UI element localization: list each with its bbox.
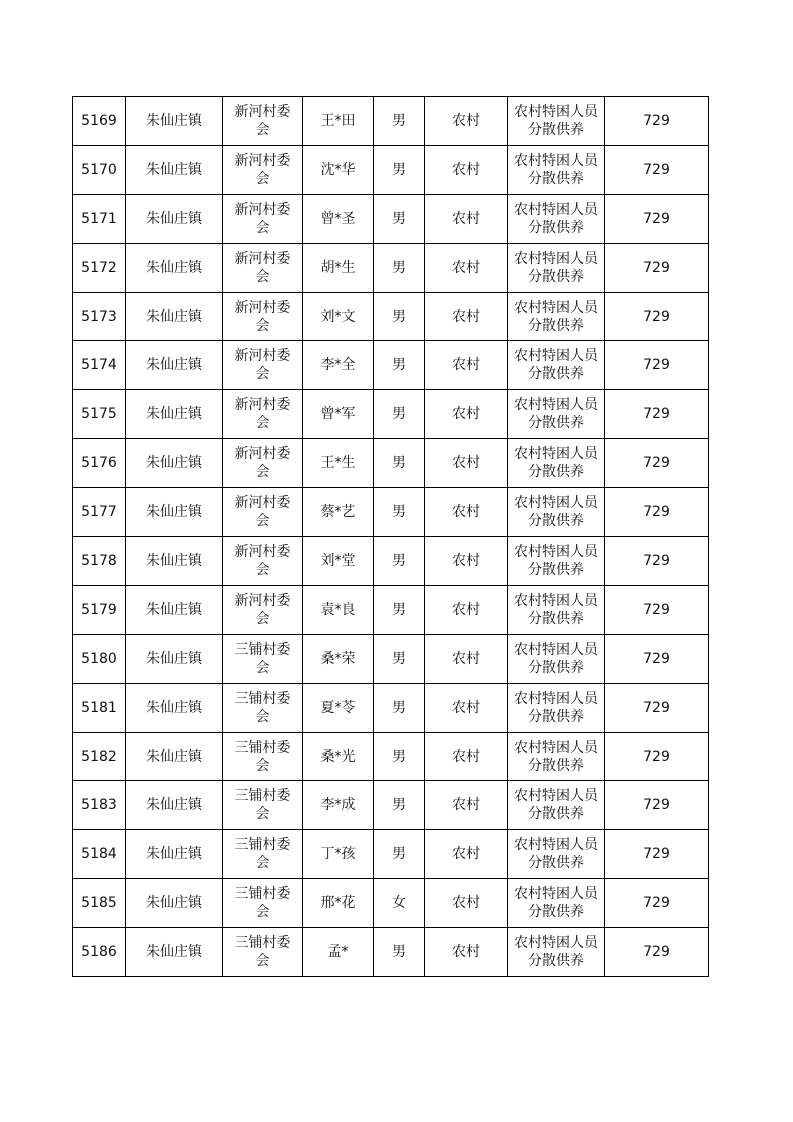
- residence-type-cell: 农村: [425, 830, 508, 879]
- table-row: [73, 145, 709, 194]
- amount-cell: 729: [605, 390, 709, 439]
- gender-cell: 男: [374, 537, 425, 586]
- record-number-cell: 5186: [73, 928, 126, 977]
- support-category-cell: [508, 830, 605, 879]
- town-cell: 朱仙庄镇: [126, 928, 223, 977]
- person-name-cell: 王*田: [303, 97, 374, 146]
- residence-type-cell: 农村: [425, 488, 508, 537]
- support-category-line: 分散供养: [528, 317, 584, 334]
- support-category-line: 分散供养: [528, 659, 584, 676]
- amount-cell: 729: [605, 194, 709, 243]
- table-row: [73, 634, 709, 683]
- amount-cell: 729: [605, 879, 709, 928]
- village-committee-line: 会: [255, 659, 270, 676]
- table-row: [73, 537, 709, 586]
- support-category-cell: [508, 585, 605, 634]
- support-category-line: 农村特困人员: [514, 446, 598, 463]
- town-cell: 朱仙庄镇: [126, 537, 223, 586]
- support-category-cell: [508, 732, 605, 781]
- person-name-cell: 桑*光: [303, 732, 374, 781]
- village-committee-line: 会: [255, 219, 270, 236]
- village-committee-line: 会: [255, 610, 270, 627]
- town-cell: 朱仙庄镇: [126, 194, 223, 243]
- gender-cell: 男: [374, 928, 425, 977]
- village-committee-line: 新河村委: [234, 397, 291, 414]
- person-name-cell: 曾*圣: [303, 194, 374, 243]
- record-number-cell: 5183: [73, 781, 126, 830]
- village-committee-line: 会: [255, 415, 270, 432]
- support-category-line: 农村特困人员: [514, 935, 598, 952]
- gender-cell: 男: [374, 145, 425, 194]
- record-number-cell: 5181: [73, 683, 126, 732]
- village-committee-line: 会: [255, 366, 270, 383]
- support-category-cell: [508, 390, 605, 439]
- person-name-cell: 刘*文: [303, 292, 374, 341]
- record-number-cell: 5174: [73, 341, 126, 390]
- support-category-cell: [508, 488, 605, 537]
- support-category-line: 分散供养: [528, 904, 584, 921]
- town-cell: 朱仙庄镇: [126, 585, 223, 634]
- village-committee-line: 三铺村委: [234, 837, 291, 854]
- town-cell: 朱仙庄镇: [126, 292, 223, 341]
- gender-cell: 男: [374, 390, 425, 439]
- support-category-line: 农村特困人员: [514, 690, 598, 707]
- gender-cell: 男: [374, 341, 425, 390]
- village-committee-cell: [223, 928, 303, 977]
- amount-cell: 729: [605, 634, 709, 683]
- village-committee-line: 会: [255, 317, 270, 334]
- support-category-line: 分散供养: [528, 268, 584, 285]
- village-committee-line: 三铺村委: [234, 641, 291, 658]
- village-committee-line: 会: [255, 855, 270, 872]
- person-name-cell: 夏*苓: [303, 683, 374, 732]
- village-committee-line: 会: [255, 561, 270, 578]
- support-category-line: 农村特困人员: [514, 543, 598, 560]
- person-name-cell: 胡*生: [303, 243, 374, 292]
- record-number-cell: 5176: [73, 439, 126, 488]
- person-name-cell: 孟*: [303, 928, 374, 977]
- gender-cell: 男: [374, 830, 425, 879]
- table-row: [73, 781, 709, 830]
- village-committee-cell: [223, 292, 303, 341]
- person-name-cell: 李*成: [303, 781, 374, 830]
- support-category-cell: [508, 341, 605, 390]
- village-committee-cell: [223, 439, 303, 488]
- amount-cell: 729: [605, 292, 709, 341]
- support-category-line: 农村特困人员: [514, 886, 598, 903]
- support-category-line: 农村特困人员: [514, 397, 598, 414]
- support-category-line: 农村特困人员: [514, 299, 598, 316]
- town-cell: 朱仙庄镇: [126, 634, 223, 683]
- gender-cell: 男: [374, 243, 425, 292]
- support-category-cell: [508, 243, 605, 292]
- amount-cell: 729: [605, 830, 709, 879]
- support-category-line: 农村特困人员: [514, 103, 598, 120]
- support-category-line: 农村特困人员: [514, 592, 598, 609]
- amount-cell: 729: [605, 683, 709, 732]
- table-row: [73, 243, 709, 292]
- support-category-line: 分散供养: [528, 366, 584, 383]
- gender-cell: 男: [374, 683, 425, 732]
- residence-type-cell: 农村: [425, 243, 508, 292]
- person-name-cell: 丁*孩: [303, 830, 374, 879]
- support-category-cell: [508, 683, 605, 732]
- village-committee-line: 三铺村委: [234, 788, 291, 805]
- village-committee-line: 会: [255, 953, 270, 970]
- village-committee-cell: [223, 97, 303, 146]
- village-committee-line: 会: [255, 121, 270, 138]
- record-number-cell: 5182: [73, 732, 126, 781]
- table-row: [73, 830, 709, 879]
- table-row: [73, 488, 709, 537]
- amount-cell: 729: [605, 537, 709, 586]
- record-number-cell: 5169: [73, 97, 126, 146]
- village-committee-line: 新河村委: [234, 543, 291, 560]
- amount-cell: 729: [605, 781, 709, 830]
- town-cell: 朱仙庄镇: [126, 683, 223, 732]
- support-category-line: 分散供养: [528, 953, 584, 970]
- support-category-cell: [508, 194, 605, 243]
- support-category-cell: [508, 145, 605, 194]
- residence-type-cell: 农村: [425, 879, 508, 928]
- table-row: [73, 194, 709, 243]
- support-category-cell: [508, 781, 605, 830]
- town-cell: 朱仙庄镇: [126, 781, 223, 830]
- village-committee-line: 新河村委: [234, 495, 291, 512]
- village-committee-cell: [223, 488, 303, 537]
- town-cell: 朱仙庄镇: [126, 439, 223, 488]
- person-name-cell: 王*生: [303, 439, 374, 488]
- table-row: [73, 585, 709, 634]
- village-committee-cell: [223, 341, 303, 390]
- amount-cell: 729: [605, 439, 709, 488]
- support-category-line: 分散供养: [528, 170, 584, 187]
- table-row: [73, 879, 709, 928]
- village-committee-line: 会: [255, 806, 270, 823]
- amount-cell: 729: [605, 243, 709, 292]
- record-number-cell: 5178: [73, 537, 126, 586]
- record-number-cell: 5185: [73, 879, 126, 928]
- village-committee-line: 三铺村委: [234, 886, 291, 903]
- village-committee-cell: [223, 243, 303, 292]
- person-name-cell: 桑*荣: [303, 634, 374, 683]
- support-category-line: 分散供养: [528, 806, 584, 823]
- residence-type-cell: 农村: [425, 439, 508, 488]
- village-committee-cell: [223, 830, 303, 879]
- gender-cell: 男: [374, 488, 425, 537]
- village-committee-line: 三铺村委: [234, 739, 291, 756]
- table-row: [73, 292, 709, 341]
- amount-cell: 729: [605, 341, 709, 390]
- village-committee-line: 会: [255, 268, 270, 285]
- residence-type-cell: 农村: [425, 145, 508, 194]
- support-category-line: 分散供养: [528, 561, 584, 578]
- town-cell: 朱仙庄镇: [126, 243, 223, 292]
- residence-type-cell: 农村: [425, 781, 508, 830]
- amount-cell: 729: [605, 488, 709, 537]
- village-committee-cell: [223, 732, 303, 781]
- table-body: [73, 97, 709, 977]
- support-category-cell: [508, 97, 605, 146]
- record-number-cell: 5172: [73, 243, 126, 292]
- town-cell: 朱仙庄镇: [126, 97, 223, 146]
- residence-type-cell: 农村: [425, 634, 508, 683]
- person-name-cell: 蔡*艺: [303, 488, 374, 537]
- support-category-line: 农村特困人员: [514, 837, 598, 854]
- table-row: [73, 97, 709, 146]
- table-row: [73, 732, 709, 781]
- amount-cell: 729: [605, 585, 709, 634]
- support-category-line: 分散供养: [528, 708, 584, 725]
- village-committee-line: 三铺村委: [234, 690, 291, 707]
- person-name-cell: 李*全: [303, 341, 374, 390]
- residence-type-cell: 农村: [425, 97, 508, 146]
- town-cell: 朱仙庄镇: [126, 488, 223, 537]
- support-category-line: 分散供养: [528, 219, 584, 236]
- village-committee-cell: [223, 537, 303, 586]
- support-category-line: 分散供养: [528, 121, 584, 138]
- record-number-cell: 5177: [73, 488, 126, 537]
- village-committee-cell: [223, 145, 303, 194]
- support-category-line: 分散供养: [528, 464, 584, 481]
- support-category-line: 分散供养: [528, 415, 584, 432]
- village-committee-line: 新河村委: [234, 592, 291, 609]
- residence-type-cell: 农村: [425, 537, 508, 586]
- support-category-cell: [508, 879, 605, 928]
- town-cell: 朱仙庄镇: [126, 341, 223, 390]
- village-committee-line: 会: [255, 904, 270, 921]
- village-committee-line: 会: [255, 757, 270, 774]
- village-committee-line: 新河村委: [234, 348, 291, 365]
- support-category-cell: [508, 928, 605, 977]
- support-category-line: 分散供养: [528, 610, 584, 627]
- village-committee-cell: [223, 683, 303, 732]
- residence-type-cell: 农村: [425, 292, 508, 341]
- gender-cell: 男: [374, 781, 425, 830]
- support-category-cell: [508, 537, 605, 586]
- gender-cell: 男: [374, 732, 425, 781]
- support-category-line: 农村特困人员: [514, 788, 598, 805]
- support-category-line: 农村特困人员: [514, 348, 598, 365]
- village-committee-cell: [223, 879, 303, 928]
- town-cell: 朱仙庄镇: [126, 390, 223, 439]
- village-committee-line: 新河村委: [234, 250, 291, 267]
- residence-type-cell: 农村: [425, 928, 508, 977]
- support-category-line: 农村特困人员: [514, 201, 598, 218]
- amount-cell: 729: [605, 732, 709, 781]
- gender-cell: 女: [374, 879, 425, 928]
- support-category-line: 农村特困人员: [514, 739, 598, 756]
- amount-cell: 729: [605, 928, 709, 977]
- village-committee-line: 新河村委: [234, 299, 291, 316]
- town-cell: 朱仙庄镇: [126, 145, 223, 194]
- person-name-cell: 刘*堂: [303, 537, 374, 586]
- amount-cell: 729: [605, 97, 709, 146]
- village-committee-cell: [223, 585, 303, 634]
- support-category-line: 农村特困人员: [514, 641, 598, 658]
- beneficiary-table: [72, 96, 709, 977]
- support-category-cell: [508, 634, 605, 683]
- town-cell: 朱仙庄镇: [126, 830, 223, 879]
- gender-cell: 男: [374, 585, 425, 634]
- village-committee-line: 会: [255, 513, 270, 530]
- support-category-cell: [508, 439, 605, 488]
- record-number-cell: 5184: [73, 830, 126, 879]
- residence-type-cell: 农村: [425, 194, 508, 243]
- support-category-cell: [508, 292, 605, 341]
- residence-type-cell: 农村: [425, 732, 508, 781]
- support-category-line: 农村特困人员: [514, 152, 598, 169]
- residence-type-cell: 农村: [425, 683, 508, 732]
- village-committee-line: 新河村委: [234, 152, 291, 169]
- gender-cell: 男: [374, 97, 425, 146]
- village-committee-line: 会: [255, 170, 270, 187]
- support-category-line: 农村特困人员: [514, 250, 598, 267]
- table-row: [73, 341, 709, 390]
- village-committee-line: 新河村委: [234, 103, 291, 120]
- person-name-cell: 袁*良: [303, 585, 374, 634]
- table-row: [73, 390, 709, 439]
- village-committee-line: 会: [255, 464, 270, 481]
- record-number-cell: 5173: [73, 292, 126, 341]
- amount-cell: 729: [605, 145, 709, 194]
- residence-type-cell: 农村: [425, 341, 508, 390]
- person-name-cell: 沈*华: [303, 145, 374, 194]
- village-committee-cell: [223, 781, 303, 830]
- residence-type-cell: 农村: [425, 585, 508, 634]
- town-cell: 朱仙庄镇: [126, 732, 223, 781]
- table-row: [73, 683, 709, 732]
- record-number-cell: 5175: [73, 390, 126, 439]
- record-number-cell: 5171: [73, 194, 126, 243]
- village-committee-line: 新河村委: [234, 201, 291, 218]
- village-committee-cell: [223, 194, 303, 243]
- gender-cell: 男: [374, 194, 425, 243]
- support-category-line: 分散供养: [528, 757, 584, 774]
- gender-cell: 男: [374, 634, 425, 683]
- person-name-cell: 邢*花: [303, 879, 374, 928]
- gender-cell: 男: [374, 292, 425, 341]
- support-category-line: 农村特困人员: [514, 495, 598, 512]
- record-number-cell: 5180: [73, 634, 126, 683]
- village-committee-line: 三铺村委: [234, 935, 291, 952]
- support-category-line: 分散供养: [528, 855, 584, 872]
- table-row: [73, 928, 709, 977]
- record-number-cell: 5170: [73, 145, 126, 194]
- gender-cell: 男: [374, 439, 425, 488]
- village-committee-cell: [223, 634, 303, 683]
- residence-type-cell: 农村: [425, 390, 508, 439]
- village-committee-line: 会: [255, 708, 270, 725]
- table-row: [73, 439, 709, 488]
- person-name-cell: 曾*军: [303, 390, 374, 439]
- record-number-cell: 5179: [73, 585, 126, 634]
- town-cell: 朱仙庄镇: [126, 879, 223, 928]
- village-committee-cell: [223, 390, 303, 439]
- support-category-line: 分散供养: [528, 513, 584, 530]
- village-committee-line: 新河村委: [234, 446, 291, 463]
